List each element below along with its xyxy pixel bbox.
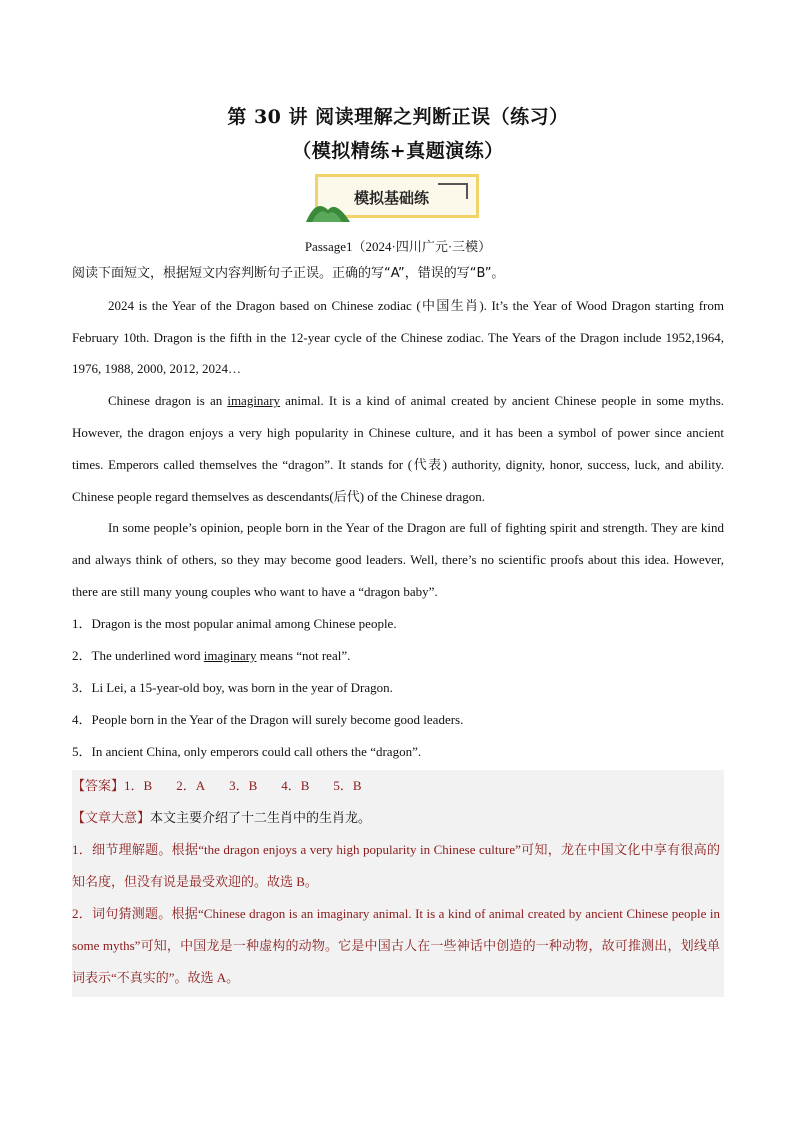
- answer-item-2: 2．A: [176, 777, 206, 793]
- passage-paragraph-2: [72, 385, 724, 512]
- question-2-start: 2．The underlined word: [72, 647, 204, 663]
- banner-line-decoration: [438, 183, 468, 185]
- summary-row: [72, 803, 720, 835]
- answer-label: 【答案】: [72, 778, 125, 794]
- instruction-text: 阅读下面短文，根据短文内容判断句子正误。正确的写“A”，错误的写“B”。: [72, 266, 505, 281]
- paragraph-2-start: Chinese dragon is an: [108, 393, 228, 409]
- explanation-2: 2．词句猜测题。根据“Chinese dragon is an imaginary animal. It is a kind of animal created by ancient Chinese people in some myths”可知，中国龙是一种虚构的动物。它是中国古人在一些神话中创造的一种动物，故可推测出，划线单词表示“不真实的”。故选 A。: [72, 905, 720, 985]
- underlined-word: imaginary: [227, 393, 281, 409]
- answer-item-4: 4．B: [281, 777, 310, 793]
- answer-item-5: 5．B: [333, 777, 362, 793]
- summary-label: 【文章大意】: [72, 810, 151, 826]
- answer-item-1: 1．B: [124, 777, 153, 793]
- question-2-end: means “not real”.: [256, 647, 351, 663]
- passage-paragraph-1: 2024 is the Year of the Dragon based on Chinese zodiac (中国生肖). It’s the Year of Wood Dragon starting from February 10th. Dragon is the fifth in the 12-year cycle of the Chinese zodiac. The Years of the Dragon include 1952,1964, 1976, 1988, 2000, 2012, 2024…: [72, 297, 724, 377]
- banner-label: 模拟基础练: [354, 189, 430, 207]
- passage-source: Passage1（2024·四川广元·三模）: [304, 239, 492, 254]
- explanation-1: 1．细节理解题。根据“the dragon enjoys a very high popularity in Chinese culture”可知，龙在中国文化中享有很高的知名度，但没有说是最受欢迎的。故选 B。: [72, 842, 720, 890]
- question-2-underlined-word: imaginary: [203, 647, 257, 663]
- section-banner: [72, 174, 724, 234]
- page-title: 第 30 讲 阅读理解之判断正误（练习）: [227, 106, 569, 128]
- answer-section: [72, 770, 724, 998]
- page-subtitle: （模拟精练+真题演练）: [292, 140, 504, 162]
- page: [72, 96, 724, 997]
- banner-tick-decoration: [466, 183, 468, 199]
- question-1: 1．Dragon is the most popular animal among Chinese people.: [72, 615, 397, 631]
- question-4: 4．People born in the Year of the Dragon will surely become good leaders.: [72, 711, 464, 727]
- answer-row: [72, 770, 720, 803]
- answer-item-3: 3．B: [229, 777, 258, 793]
- mountain-icon: [306, 196, 350, 222]
- question-3: 3．Li Lei, a 15-year-old boy, was born in the year of Dragon.: [72, 679, 393, 695]
- question-2: [72, 640, 724, 672]
- paragraph-2-rest: animal. It is a kind of animal created by ancient Chinese people in some myths. However, the dragon enjoys a very high popularity in Chinese culture, and it has been a symbol of power since ancient times. Emperors called themselves the “dragon”. It stands for (代表) authority, dignity, honor, success, luck, and ability. Chinese people regard themselves as descendants(后代) of the Chinese dragon.: [72, 393, 725, 504]
- question-5: 5．In ancient China, only emperors could call others the “dragon”.: [72, 743, 422, 759]
- passage-paragraph-3: In some people’s opinion, people born in the Year of the Dragon are full of fighting spirit and strength. They are kind and always think of others, so they may become good leaders. Well, there’s no scientific proofs about this idea. However, there are still many young couples who want to have a “dragon baby”.: [72, 520, 724, 599]
- summary-text: 本文主要介绍了十二生肖中的生肖龙。: [150, 810, 372, 826]
